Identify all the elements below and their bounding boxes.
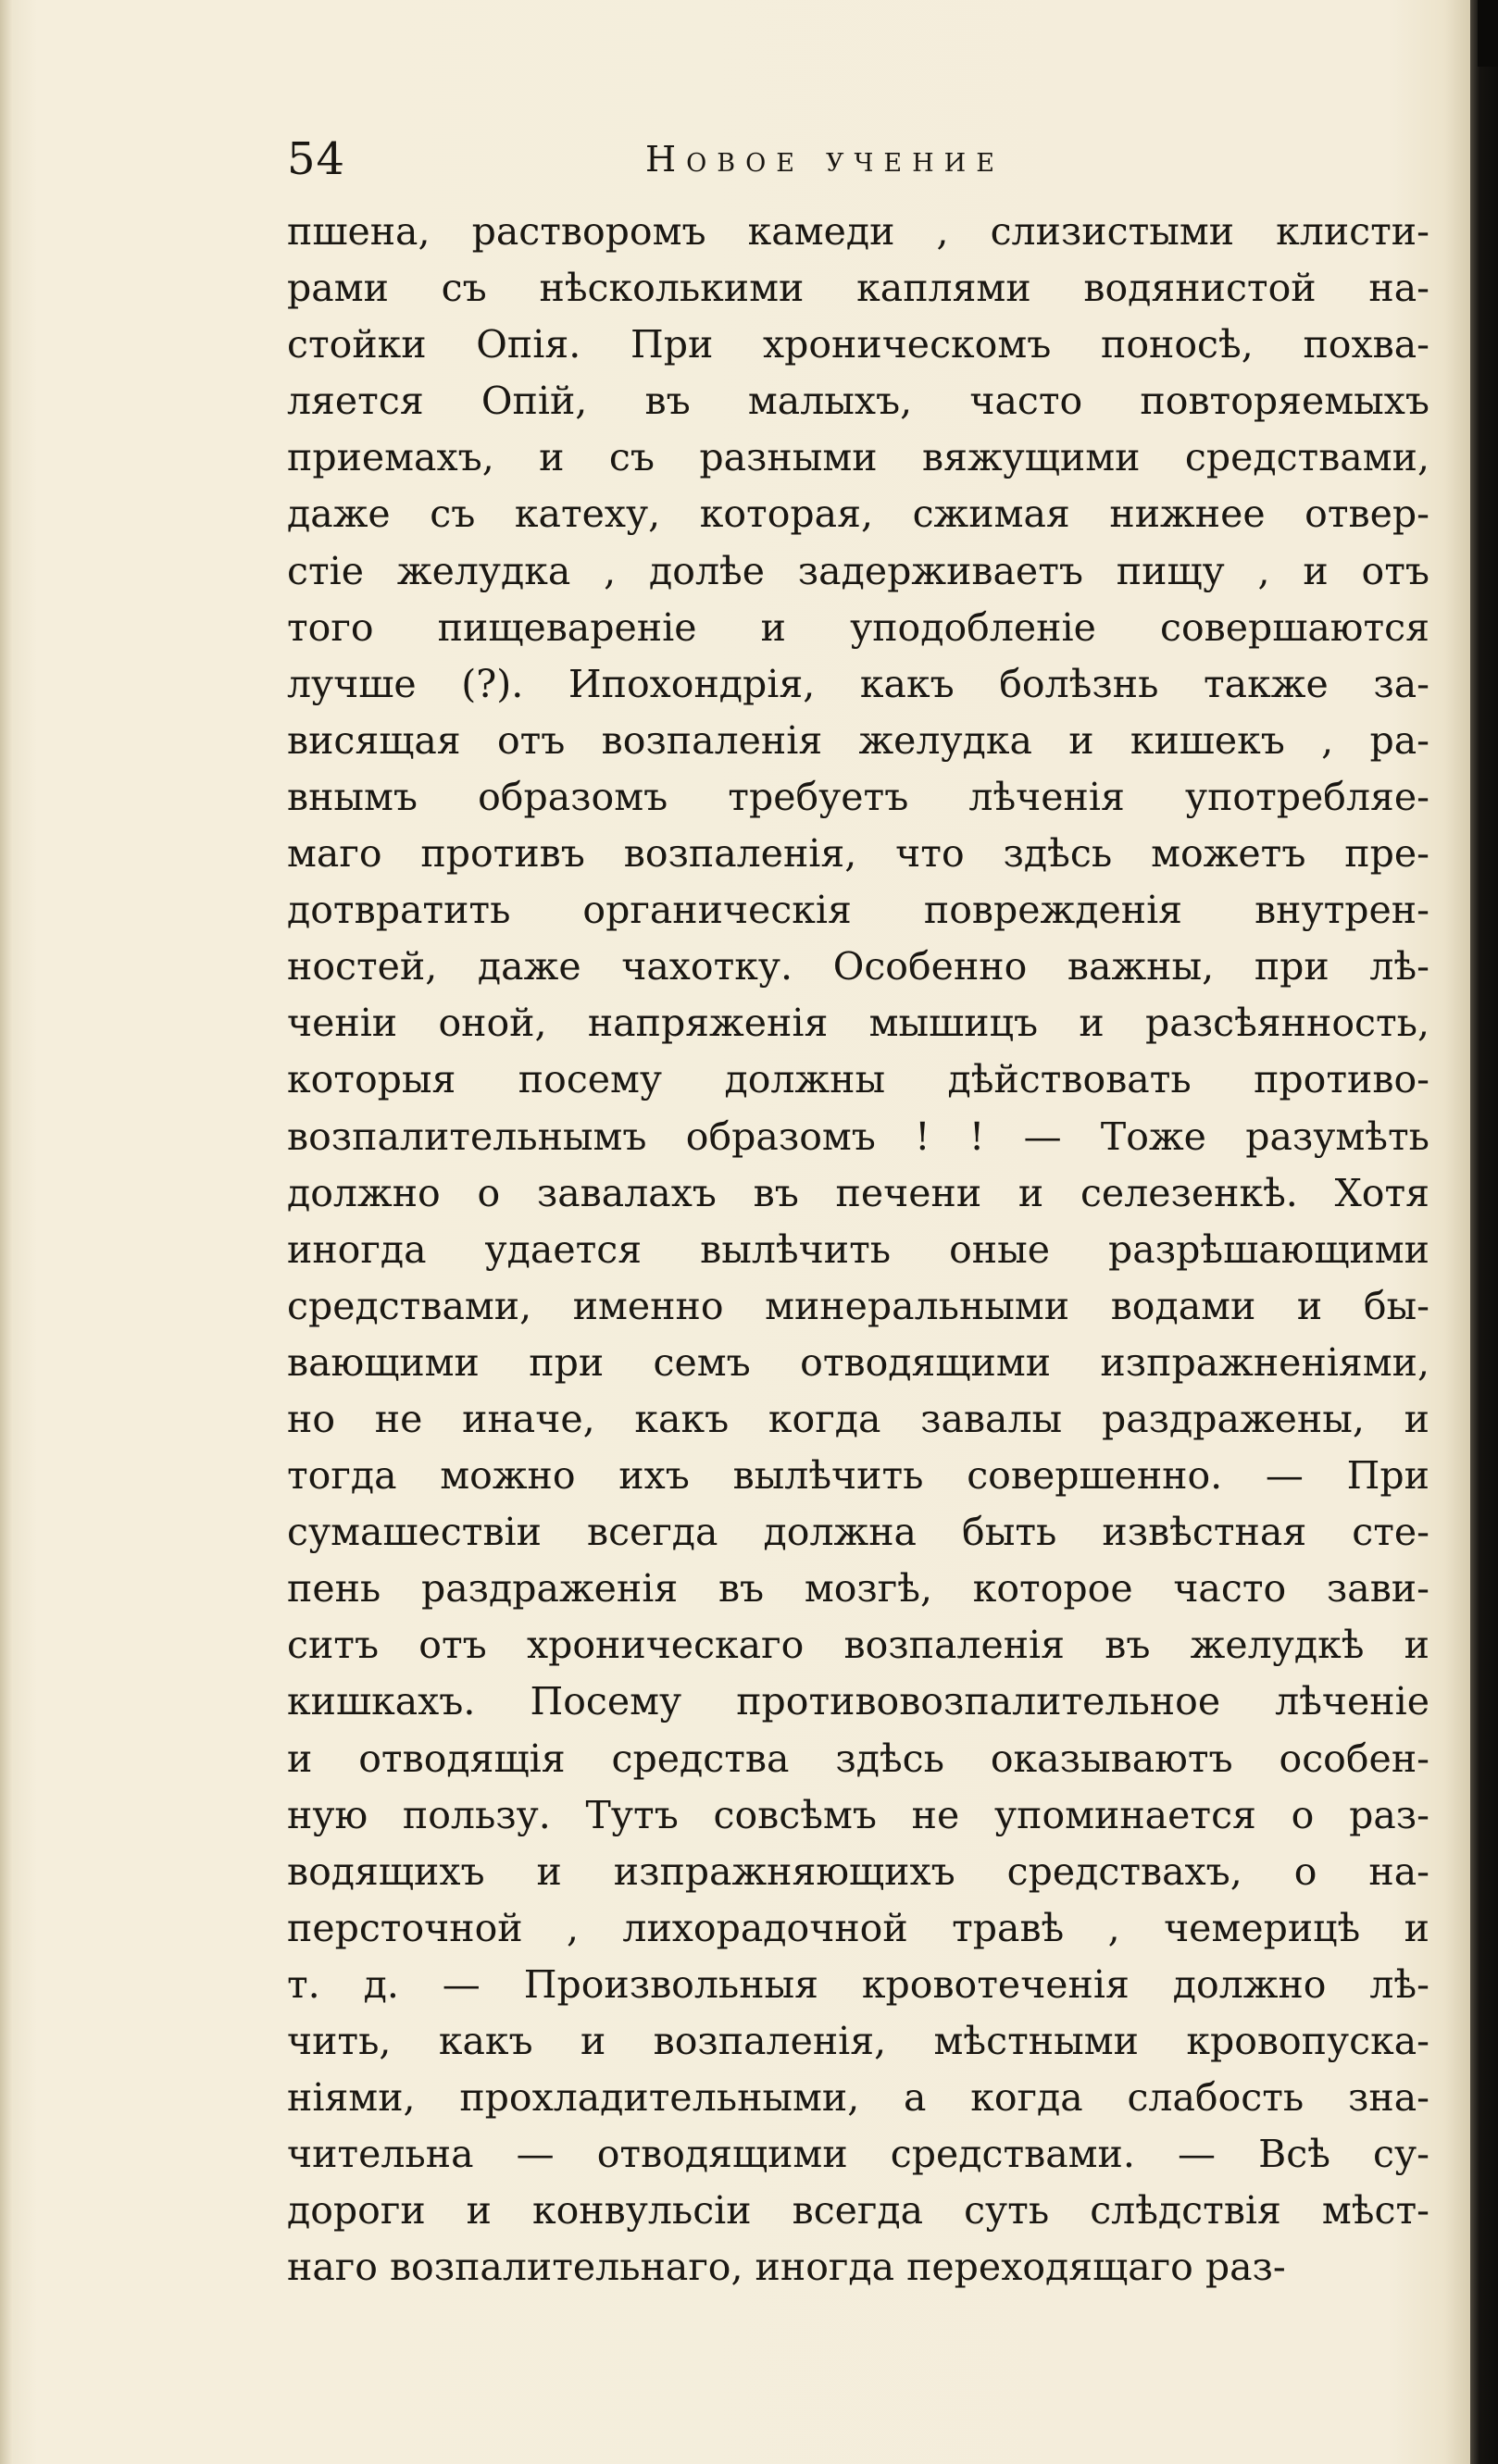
text-line: вающими при семъ отводящими изпражненіями,: [287, 1339, 1429, 1385]
page-header: [287, 131, 1444, 187]
text-line: водящихъ и изпражняющихъ средствахъ, о на-: [287, 1848, 1429, 1894]
text-line: ляется Опій, въ малыхъ, часто повторяемыхъ: [287, 379, 1429, 424]
page-left-edge: [0, 0, 13, 2464]
page-number: 54: [287, 133, 346, 185]
text-line: дороги и конвульсіи всегда суть слѣдствія мѣст-: [287, 2188, 1429, 2234]
text-line: тогда можно ихъ вылѣчить совершенно. — При: [287, 1453, 1429, 1499]
text-line: ностей, даже чахотку. Особенно важны, при лѣ-: [287, 944, 1429, 989]
text-line: дотвратить органическія поврежденія внутрен-: [287, 888, 1429, 933]
text-line: лучше (?). Ипохондрія, какъ болѣзнь также за-: [287, 661, 1429, 706]
text-line: пшена, растворомъ камеди , слизистыми клисти-: [287, 209, 1429, 254]
text-line: кишкахъ. Посему противовозпалительное лѣченіе: [287, 1679, 1429, 1724]
text-line: т. д. — Произвольныя кровотеченія должно лѣ-: [287, 1961, 1429, 2007]
text-line: наго возпалительнаго, иногда переходящаго раз-: [287, 2245, 1286, 2290]
text-line: должно о завалахъ въ печени и селезенкѣ. Хотя: [287, 1170, 1429, 1215]
text-line: которыя посему должны дѣйствовать противо-: [287, 1057, 1429, 1102]
text-line: чительна — отводящими средствами. — Всѣ су-: [287, 2132, 1429, 2177]
text-line: персточной , лихорадочной травѣ , чемерицѣ и: [287, 1905, 1429, 1950]
book-binding-shadow: [1470, 0, 1498, 2464]
text-line: пень раздраженія въ мозгѣ, которое часто зави-: [287, 1566, 1429, 1612]
text-line: висящая отъ возпаленія желудка и кишекъ , ра-: [287, 717, 1429, 763]
text-line: чить, какъ и возпаленія, мѣстными кровопуска-: [287, 2019, 1429, 2063]
text-line: но не иначе, какъ когда завалы раздражены, и: [287, 1396, 1429, 1441]
text-line: стіе желудка , долѣе задерживаетъ пищу , и отъ: [287, 548, 1429, 593]
text-line: даже съ катеху, которая, сжимая нижнее отвер-: [287, 492, 1429, 537]
text-line: стойки Опія. При хроническомъ поносѣ, похва-: [287, 322, 1429, 367]
body-text: [287, 204, 1429, 2296]
text-line: средствами, именно минеральными водами и бы-: [287, 1283, 1429, 1328]
binding-dark-corner: [1478, 0, 1498, 67]
text-line: сумашествіи всегда должна быть извѣстная сте-: [287, 1510, 1429, 1555]
text-line: рами съ нѣсколькими каплями водянистой на-: [287, 266, 1429, 311]
text-line: внымъ образомъ требуетъ лѣченія употребляе-: [287, 774, 1429, 819]
text-line: маго противъ возпаленія, что здѣсь можетъ пре-: [287, 831, 1429, 877]
running-title: Новое учение: [645, 139, 1005, 180]
text-line: возпалительнымъ образомъ ! ! — Тоже разумѣть: [287, 1114, 1429, 1159]
text-line: ситъ отъ хроническаго возпаленія въ желудкѣ и: [287, 1623, 1429, 1668]
text-line: приемахъ, и съ разными вяжущими средствами,: [287, 435, 1429, 480]
text-line: того пищевареніе и уподобленіе совершаются: [287, 604, 1429, 650]
text-line: ную пользу. Тутъ совсѣмъ не упоминается о раз-: [287, 1792, 1429, 1837]
text-line: и отводящія средства здѣсь оказываютъ особен-: [287, 1736, 1429, 1781]
text-line: иногда удается вылѣчить оные разрѣшающими: [287, 1226, 1429, 1272]
text-line: ченіи оной, напряженія мышицъ и разсѣянность,: [287, 1001, 1429, 1046]
text-line: ніями, прохладительными, а когда слабость зна-: [287, 2075, 1429, 2121]
